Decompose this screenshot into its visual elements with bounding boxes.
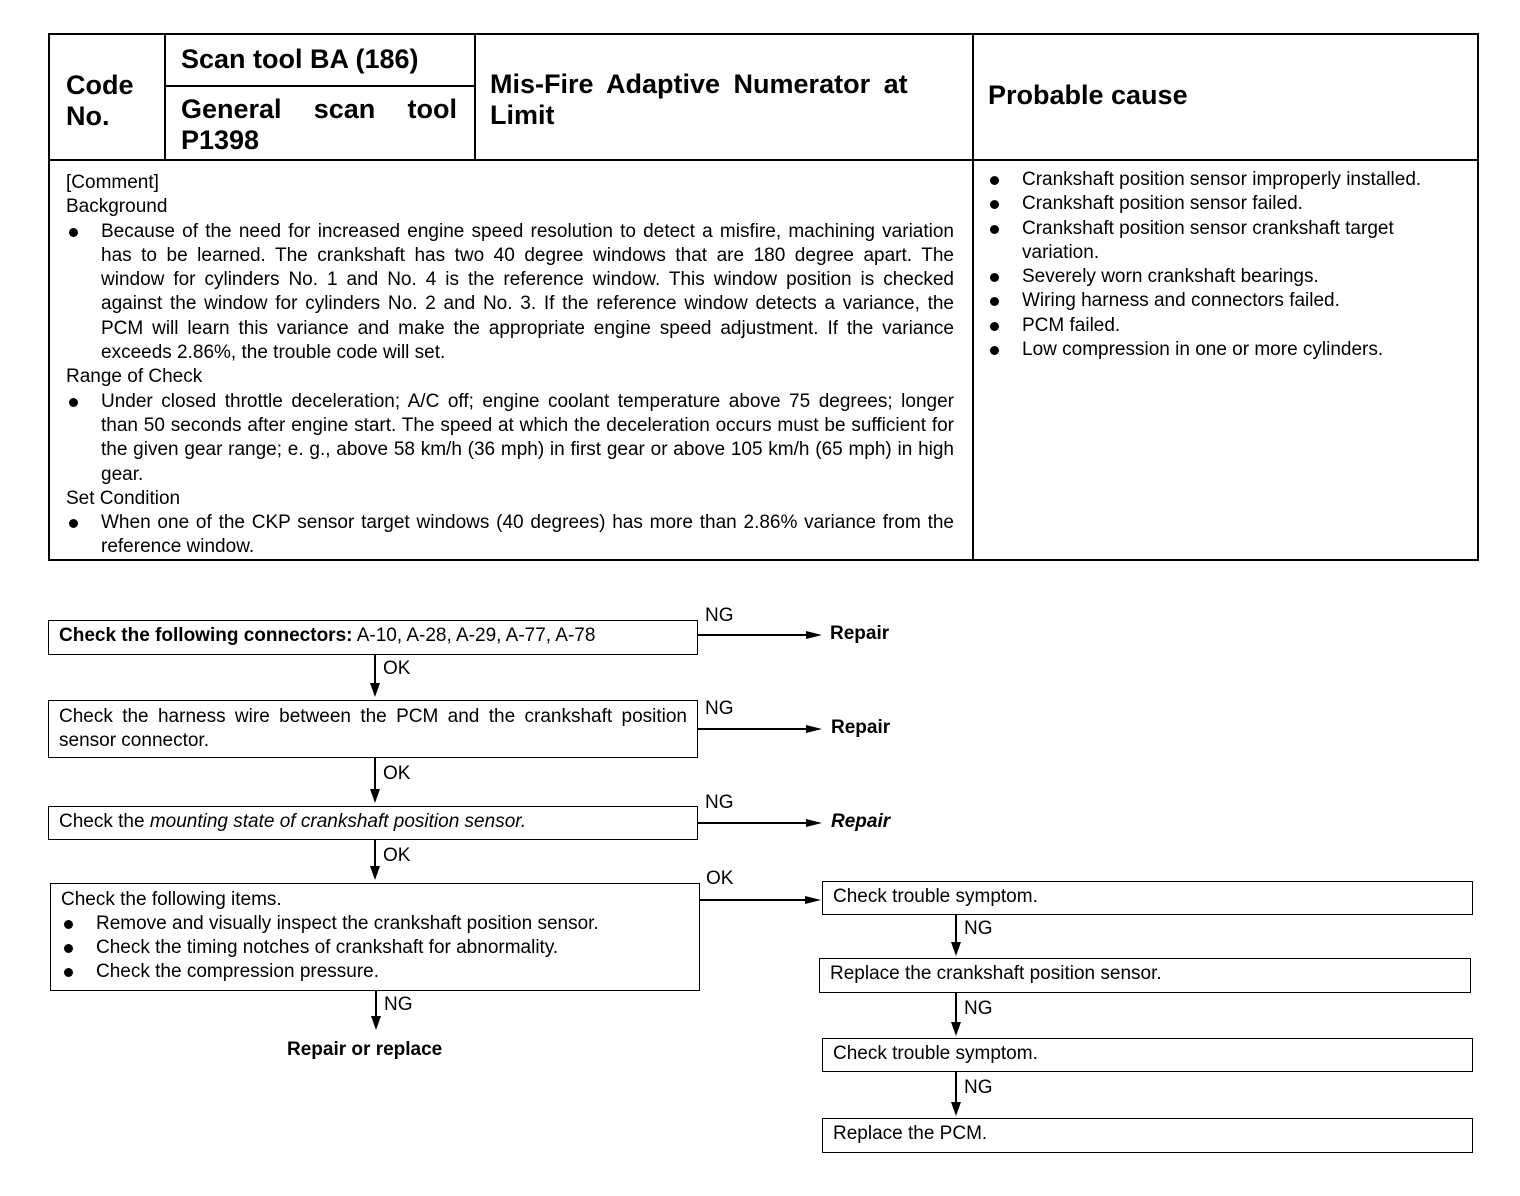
divider xyxy=(164,85,475,87)
cause-item: PCM failed. xyxy=(987,314,1457,338)
repair-label: Repair xyxy=(830,623,890,644)
repair-label: Repair xyxy=(831,717,891,738)
arrow-down-icon xyxy=(951,942,961,956)
check-item: Remove and visually inspect the crankshaft position sensor. xyxy=(61,912,689,936)
background-label: Background xyxy=(66,196,168,218)
arrow-line xyxy=(700,899,806,901)
code-no-label: Code No. xyxy=(66,70,134,131)
arrow-line xyxy=(955,915,957,943)
arrow-line xyxy=(375,991,377,1017)
arrow-line xyxy=(374,655,376,685)
ng-label: NG xyxy=(705,792,734,813)
arrow-line xyxy=(955,1072,957,1103)
ok-label: OK xyxy=(383,763,411,784)
set-condition-text: When one of the CKP sensor target windows (40 degrees) has more than 2.86% variance from the reference window. xyxy=(66,511,954,560)
repair-or-replace: Repair or replace xyxy=(287,1039,443,1060)
step-text: Check the xyxy=(59,811,150,832)
arrow-right-icon xyxy=(806,631,822,639)
arrow-line xyxy=(955,993,957,1023)
divider xyxy=(164,33,166,160)
ok-label: OK xyxy=(383,845,411,866)
step-check-symptom-2: Check trouble symptom. xyxy=(822,1038,1473,1072)
arrow-down-icon xyxy=(370,866,380,880)
probable-cause-header: Probable cause xyxy=(988,80,1188,110)
check-item: Check the compression pressure. xyxy=(61,960,689,984)
scan-tool-label: Scan tool BA (186) xyxy=(181,44,419,74)
step-text: A-10, A-28, A-29, A-77, A-78 xyxy=(352,625,596,646)
background-text: Because of the need for increased engine speed resolution to detect a misfire, machining variation has to be learned. The crankshaft has two 40 degree windows that are 180 degree apart. The window for cylinders No. 1 and No. 4 is the reference window. This window position is checked against the window for cylinders No. 2 and No. 3. If the reference window detects a variance, the PCM will learn this variance and make the appropriate engine speed adjustment. If the variance exceeds 2.86%, the trouble code will set. xyxy=(66,220,954,366)
arrow-down-icon xyxy=(370,683,380,697)
divider xyxy=(48,159,1479,161)
cause-item: Crankshaft position sensor improperly installed. xyxy=(987,168,1457,192)
comment-section xyxy=(66,171,954,560)
step-check-connectors xyxy=(48,620,698,655)
step-check-harness: Check the harness wire between the PCM and the crankshaft position sensor connector. xyxy=(48,700,698,758)
divider xyxy=(474,33,476,160)
arrow-down-icon xyxy=(371,1016,381,1030)
ng-label: NG xyxy=(384,994,413,1015)
range-label: Range of Check xyxy=(66,366,203,388)
step-check-symptom-1: Check trouble symptom. xyxy=(822,881,1473,915)
arrow-line xyxy=(374,758,376,790)
step-text: mounting state of crankshaft position sensor. xyxy=(149,811,527,832)
ng-label: NG xyxy=(964,998,993,1019)
probable-causes xyxy=(987,168,1457,362)
dtc-title: Mis-Fire Adaptive Numerator at Limit xyxy=(490,69,908,130)
repair-label: Repair xyxy=(831,811,891,832)
arrow-down-icon xyxy=(951,1022,961,1036)
arrow-right-icon xyxy=(805,896,821,904)
ng-label: NG xyxy=(705,605,734,626)
check-item: Check the timing notches of crankshaft for abnormality. xyxy=(61,936,689,960)
step-check-mounting xyxy=(48,806,698,840)
step-replace-pcm: Replace the PCM. xyxy=(822,1118,1473,1153)
set-condition-label: Set Condition xyxy=(66,487,181,509)
arrow-line xyxy=(698,634,808,636)
arrow-line xyxy=(374,840,376,868)
step-replace-ckp-sensor: Replace the crankshaft position sensor. xyxy=(819,958,1471,993)
comment-label: [Comment] xyxy=(66,172,159,193)
cause-item: Low compression in one or more cylinders. xyxy=(987,338,1457,362)
arrow-right-icon xyxy=(806,725,822,733)
cause-item: Crankshaft position sensor crankshaft target variation. xyxy=(987,217,1457,266)
ng-label: NG xyxy=(705,698,734,719)
arrow-down-icon xyxy=(951,1102,961,1116)
cause-item: Crankshaft position sensor failed. xyxy=(987,192,1457,216)
range-text: Under closed throttle deceleration; A/C off; engine coolant temperature above 75 degrees; longer than 50 seconds after engine start. The speed at which the deceleration occurs must be sufficient for the given gear range; e. g., above 58 km/h (36 mph) in first gear or above 105 km/h (65 mph) in high gear. xyxy=(66,390,954,487)
ok-label: OK xyxy=(706,868,734,889)
ng-label: NG xyxy=(964,1077,993,1098)
arrow-line xyxy=(698,728,808,730)
step-check-items xyxy=(50,883,700,991)
general-scan-tool-label: General scan tool P1398 xyxy=(181,94,457,155)
cause-item: Severely worn crankshaft bearings. xyxy=(987,265,1457,289)
step-text: Check the following items. xyxy=(61,889,282,910)
cause-item: Wiring harness and connectors failed. xyxy=(987,289,1457,313)
arrow-down-icon xyxy=(370,789,380,803)
divider xyxy=(972,33,974,561)
arrow-line xyxy=(698,822,808,824)
arrow-right-icon xyxy=(806,819,822,827)
ng-label: NG xyxy=(964,918,993,939)
step-text: Check the following connectors: xyxy=(59,625,353,646)
ok-label: OK xyxy=(383,658,411,679)
